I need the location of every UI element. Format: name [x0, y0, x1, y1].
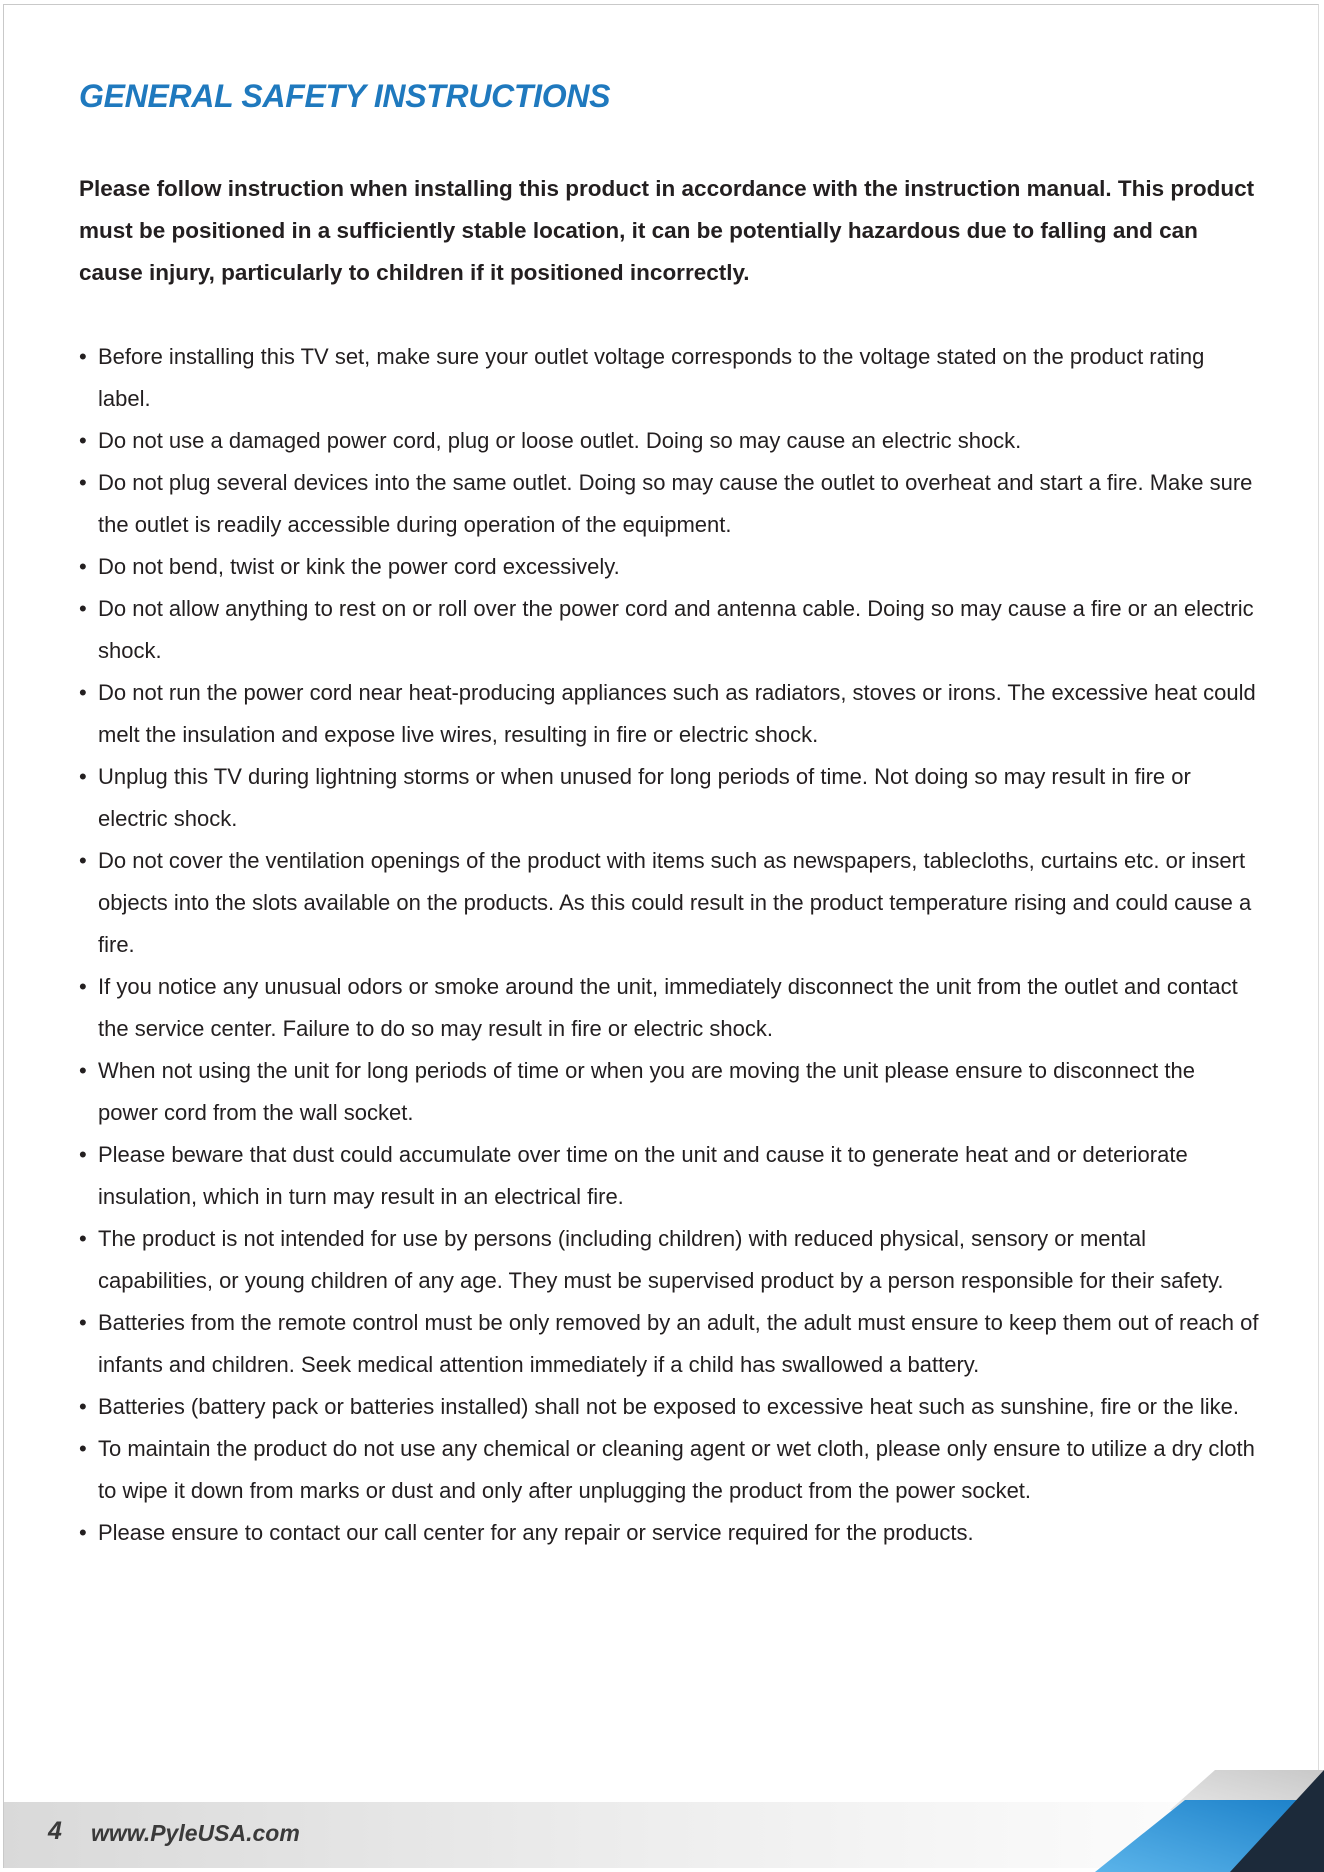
list-item [79, 420, 1259, 462]
safety-instructions-list [79, 336, 1259, 1554]
bullet-icon: • [79, 596, 87, 621]
list-item [79, 672, 1259, 756]
bullet-icon: • [79, 1310, 87, 1335]
bullet-icon: • [79, 1520, 87, 1545]
list-item-text: Do not allow anything to rest on or roll over the power cord and antenna cable. Doing so may cause a fire or an electric shock. [98, 596, 1254, 663]
intro-paragraph: Please follow instruction when installing this product in accordance with the instruction manual. This product must be positioned in a sufficiently stable location, it can be potentially hazardous due to falling and can cause injury, particularly to children if it positioned incorrectly. [79, 176, 1255, 285]
bullet-icon: • [79, 1058, 87, 1083]
bullet-icon: • [79, 974, 87, 999]
list-item-text: To maintain the product do not use any chemical or cleaning agent or wet cloth, please only ensure to utilize a dry cloth to wipe it down from marks or dust and only after unplugging the product from the power socket. [98, 1436, 1255, 1503]
list-item-text: The product is not intended for use by persons (including children) with reduced physical, sensory or mental capabilities, or young children of any age. They must be supervised product by a person responsible for their safety. [98, 1226, 1224, 1293]
list-item-text: Do not plug several devices into the same outlet. Doing so may cause the outlet to overheat and start a fire. Make sure the outlet is readily accessible during operation of the equipment. [98, 470, 1253, 537]
bullet-icon: • [79, 764, 87, 789]
list-item-text: Batteries (battery pack or batteries installed) shall not be exposed to excessive heat such as sunshine, fire or the like. [98, 1394, 1239, 1419]
list-item [79, 1134, 1259, 1218]
list-item-text: Do not cover the ventilation openings of the product with items such as newspapers, tablecloths, curtains etc. or insert objects into the slots available on the products. As this could result in the product temperature rising and could cause a fire. [98, 848, 1252, 957]
list-item-text: When not using the unit for long periods of time or when you are moving the unit please ensure to disconnect the power cord from the wall socket. [98, 1058, 1195, 1125]
list-item-text: If you notice any unusual odors or smoke around the unit, immediately disconnect the unit from the outlet and contact the service center. Failure to do so may result in fire or electric shock. [98, 974, 1238, 1041]
list-item [79, 756, 1259, 840]
list-item-text: Do not use a damaged power cord, plug or loose outlet. Doing so may cause an electric shock. [98, 428, 1022, 453]
list-item [79, 462, 1259, 546]
list-item-text: Unplug this TV during lightning storms or when unused for long periods of time. Not doing so may result in fire or electric shock. [98, 764, 1191, 831]
bullet-icon: • [79, 344, 87, 369]
bullet-icon: • [79, 848, 87, 873]
list-item [79, 966, 1259, 1050]
list-item [79, 588, 1259, 672]
bullet-icon: • [79, 1226, 87, 1251]
list-item-text: Before installing this TV set, make sure your outlet voltage corresponds to the voltage stated on the product rating label. [98, 344, 1205, 411]
bullet-icon: • [79, 1394, 87, 1419]
list-item [79, 546, 1259, 588]
list-item [79, 1302, 1259, 1386]
list-item [79, 1386, 1259, 1428]
list-item-text: Do not run the power cord near heat-producing appliances such as radiators, stoves or irons. The excessive heat could melt the insulation and expose live wires, resulting in fire or electric shock. [98, 680, 1256, 747]
list-item [79, 336, 1259, 420]
list-item [79, 1428, 1259, 1512]
list-item [79, 1050, 1259, 1134]
bullet-icon: • [79, 1436, 87, 1461]
bullet-icon: • [79, 1142, 87, 1167]
list-item-text: Batteries from the remote control must be only removed by an adult, the adult must ensure to keep them out of reach of infants and children. Seek medical attention immediately if a child has swallowed a battery. [98, 1310, 1259, 1377]
website-url: www.PyleUSA.com [91, 1820, 300, 1846]
list-item [79, 1218, 1259, 1302]
bullet-icon: • [79, 428, 87, 453]
page-heading: GENERAL SAFETY INSTRUCTIONS [79, 78, 611, 114]
bullet-icon: • [79, 554, 87, 579]
list-item-text: Please beware that dust could accumulate over time on the unit and cause it to generate heat and or deteriorate insulation, which in turn may result in an electrical fire. [98, 1142, 1188, 1209]
list-item-text: Do not bend, twist or kink the power cord excessively. [98, 554, 620, 579]
corner-stripes-graphic [1040, 1730, 1324, 1872]
page-number: 4 [48, 1817, 62, 1845]
list-item [79, 840, 1259, 966]
list-item [79, 1512, 1259, 1554]
bullet-icon: • [79, 680, 87, 705]
bullet-icon: • [79, 470, 87, 495]
list-item-text: Please ensure to contact our call center for any repair or service required for the products. [98, 1520, 974, 1545]
